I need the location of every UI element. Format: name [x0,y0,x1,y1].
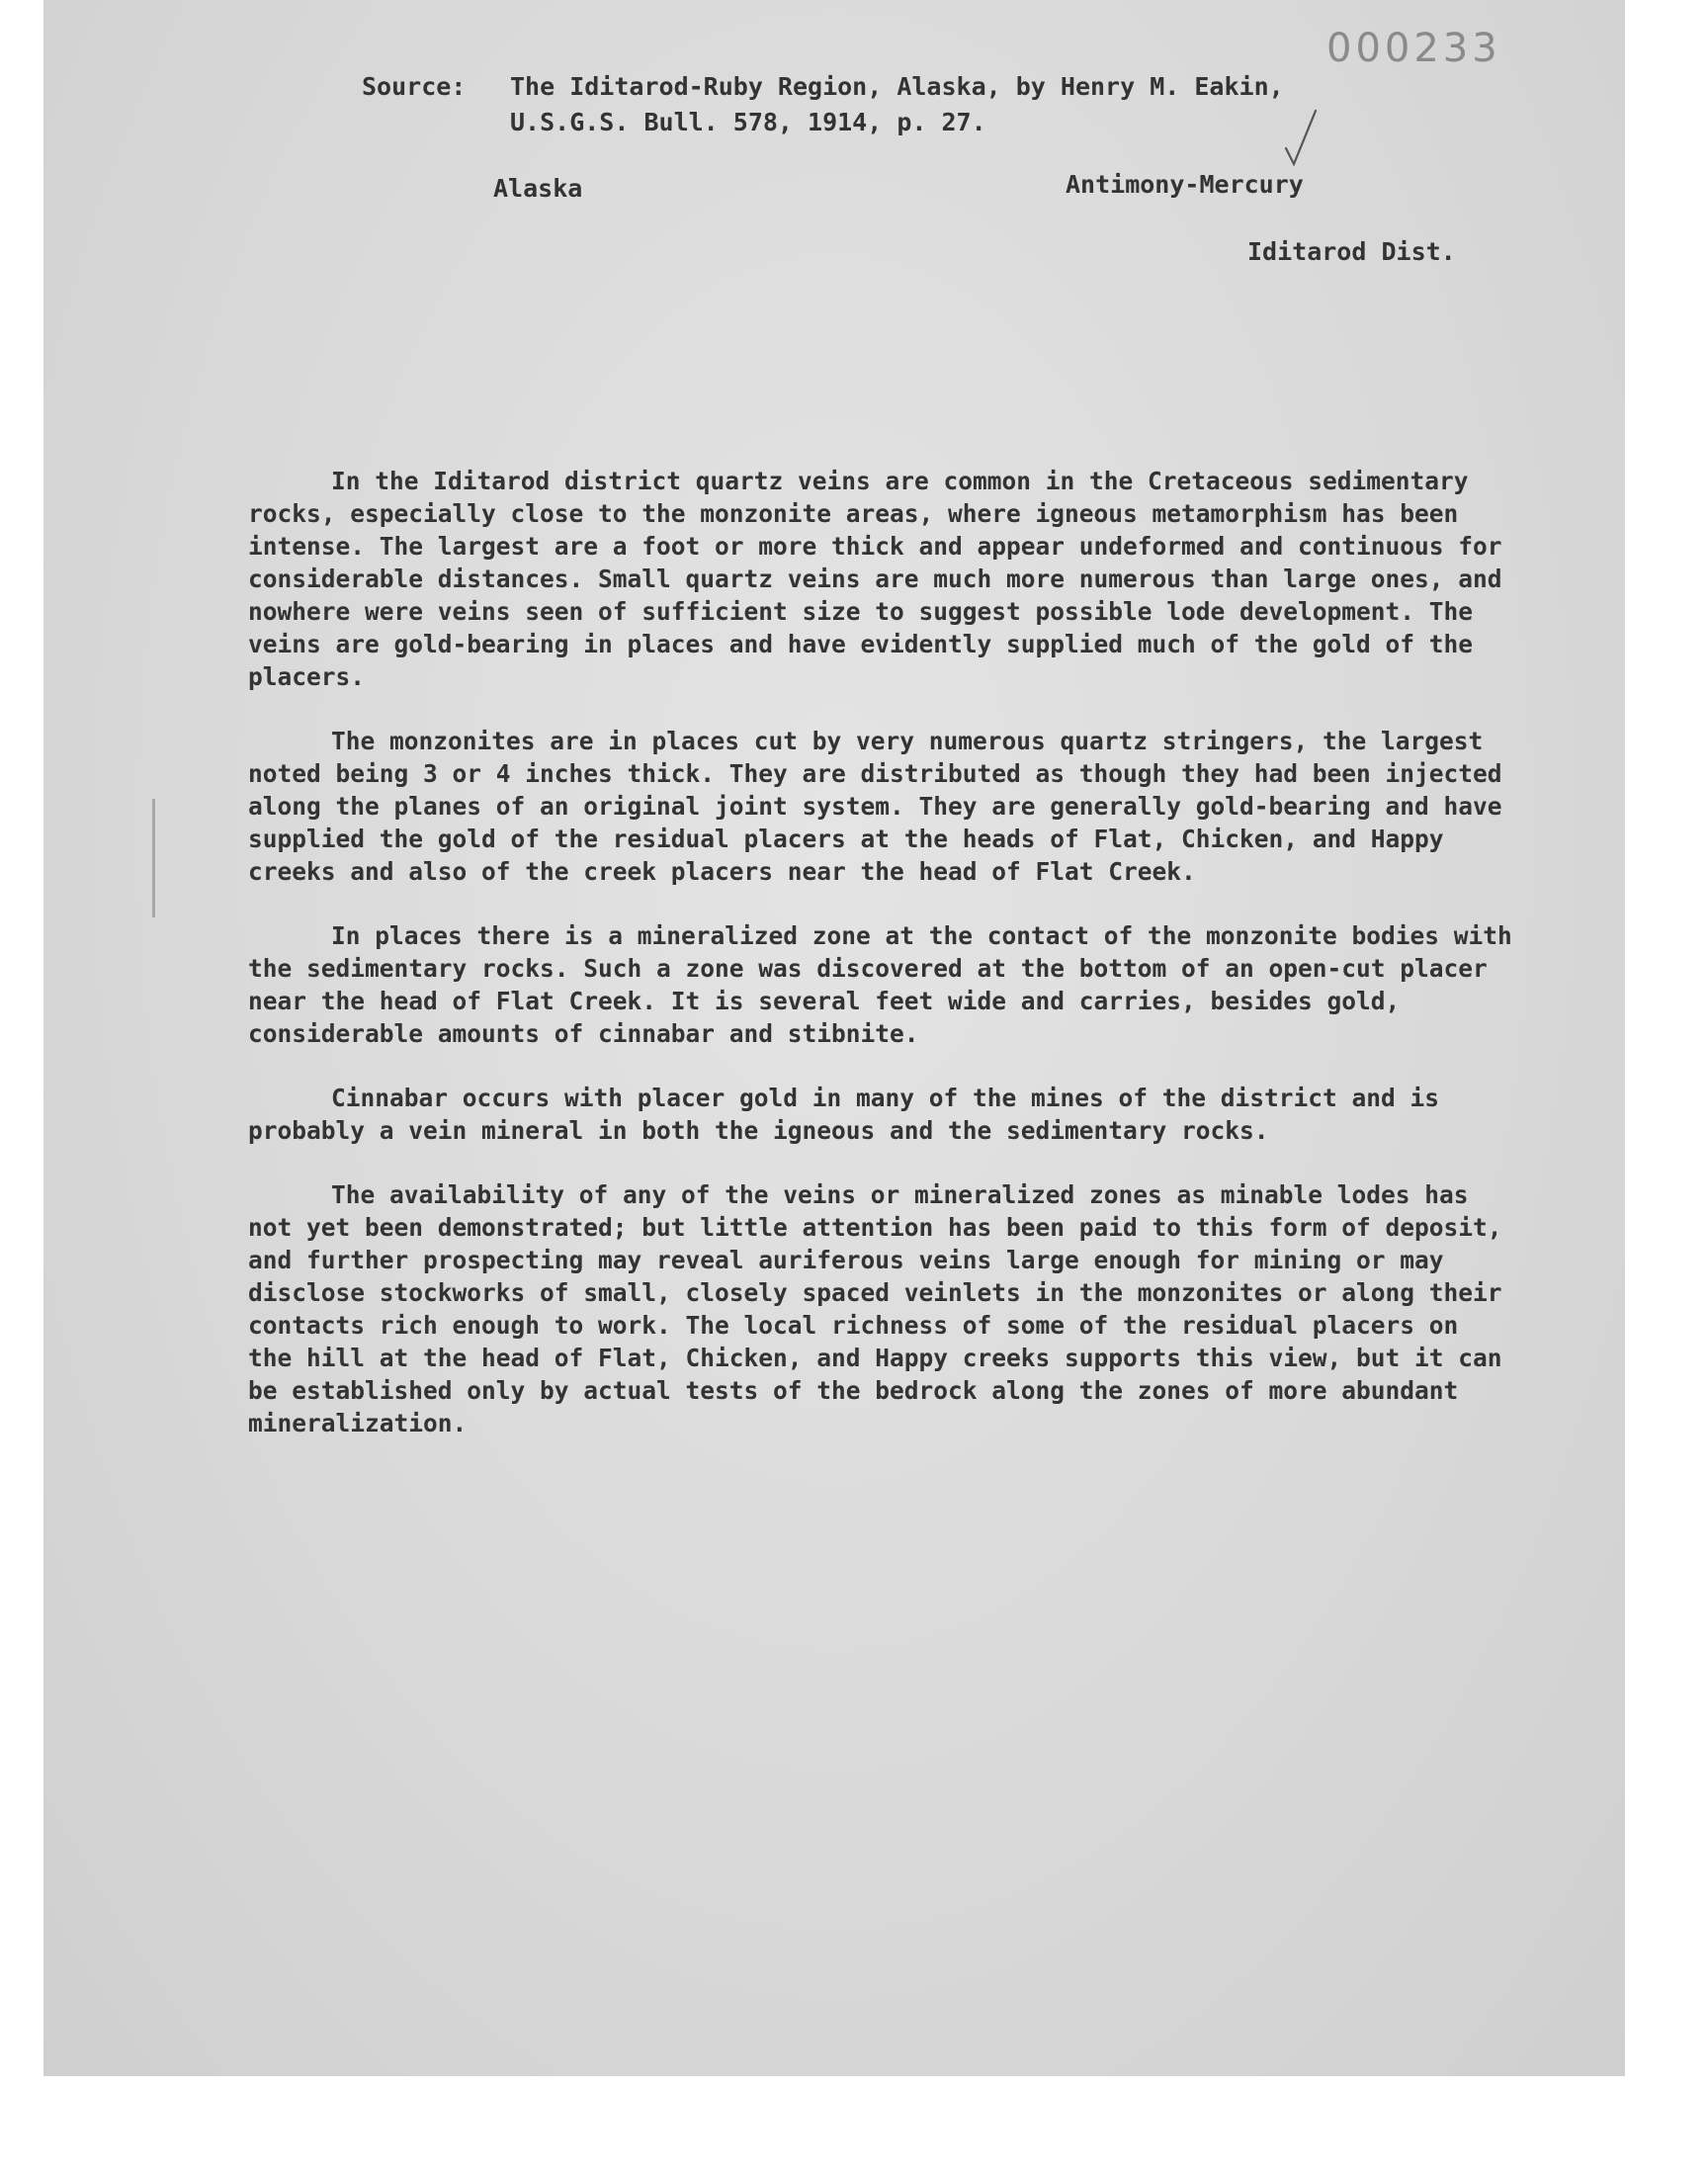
commodity-heading: Antimony-Mercury [1066,170,1304,199]
source-citation [362,69,1284,140]
source-label: Source: [362,72,467,101]
document-body [248,465,1513,1471]
paragraph-4: Cinnabar occurs with placer gold in many of the mines of the district and is probably a vein mineral in both the igneous and the sedimentary rocks. [248,1084,1440,1145]
paragraph-1: In the Iditarod district quartz veins are common in the Cretaceous sedimentary rocks, especially close to the monzonite areas, where igneous metamorphism has been intense. The largest are a foot or more thick and appear undeformed and continuous for considerable distances. Small quartz veins are much more numerous than large ones, and nowhere were veins seen of sufficient size to suggest possible lode development. The veins are gold-bearing in places and have evidently supplied much of the gold of the placers. [248,467,1502,691]
paragraph-5: The availability of any of the veins or mineralized zones as minable lodes has not yet been demonstrated; but little attention has been paid to this form of deposit, and further prospecting may reveal auriferous veins large enough for mining or may disclose stockworks of small, closely spaced veinlets in the monzonites or along their contacts rich enough to work. The local richness of some of the residual placers on the hill at the head of Flat, Chicken, and Happy creeks supports this view, but it can be established only by actual tests of the bedrock along the zones of more abundant mineralization. [248,1180,1502,1437]
margin-mark [152,799,155,917]
state-heading: Alaska [493,174,583,203]
page-number-stamp: 000233 [1326,26,1501,71]
district-heading: Iditarod Dist. [1247,237,1456,266]
source-title: The Iditarod-Ruby Region, Alaska, by Henry M. Eakin, [510,72,1284,101]
paragraph-2: The monzonites are in places cut by very numerous quartz stringers, the largest noted being 3 or 4 inches thick. They are distributed as though they had been injected along the planes of an original joint system. They are generally gold-bearing and have supplied the gold of the residual placers at the heads of Flat, Chicken, and Happy creeks and also of the creek placers near the head of Flat Creek. [248,727,1502,886]
source-line-1 [362,69,1284,105]
source-line-2: U.S.G.S. Bull. 578, 1914, p. 27. [510,108,986,136]
checkmark-icon [1284,109,1318,168]
document-page [43,0,1625,2076]
paragraph-3: In places there is a mineralized zone at the contact of the monzonite bodies with the sedimentary rocks. Such a zone was discovered at the bottom of an open-cut placer near the head of Flat Creek. It is several feet wide and carries, besides gold, considerable amounts of cinnabar and stibnite. [248,921,1512,1048]
